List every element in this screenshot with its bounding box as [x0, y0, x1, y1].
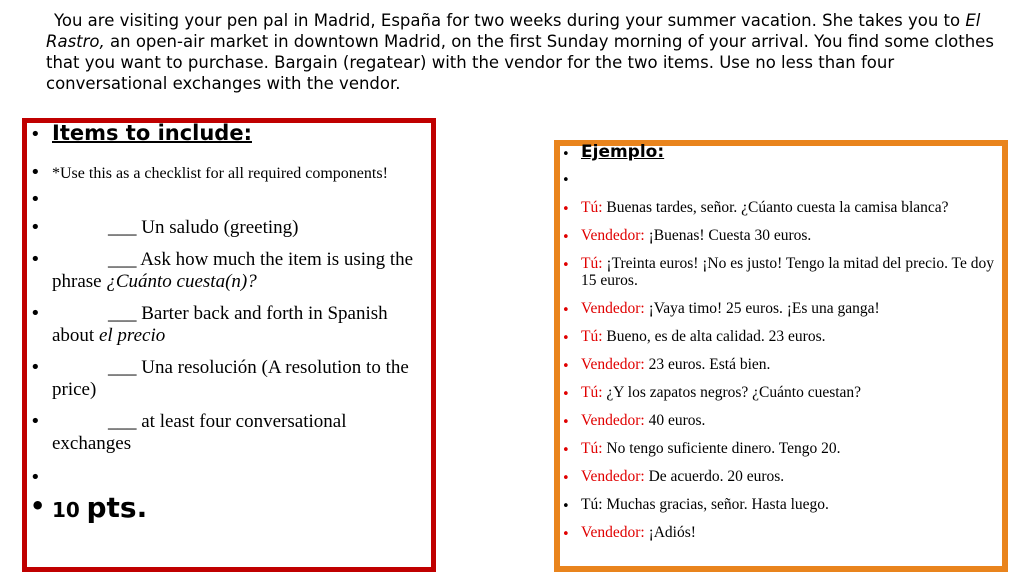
dialogue-line: • Vendedor: ¡Vaya timo! 25 euros. ¡Es una ganga! [562, 300, 880, 318]
speaker: Tú: [581, 328, 603, 345]
item-text: Una resolución (A resolution to the price) [52, 357, 409, 400]
item-emphasis: el precio [98, 325, 166, 346]
empty-bullet: • [30, 189, 41, 210]
line-text: 40 euros. [644, 412, 706, 429]
example-dialogue [562, 144, 1002, 541]
line-text: 23 euros. Está bien. [644, 356, 771, 373]
line-text: ¿Y los zapatos negros? ¿Cuánto cuestan? [602, 384, 862, 401]
dialogue-line: • Tú: Muchas gracias, señor. Hasta luego. [562, 496, 829, 514]
line-text: Buenas tardes, señor. ¿Cúanto cuesta la camisa blanca? [602, 199, 949, 216]
speaker: Vendedor: [581, 524, 645, 541]
line-text: ¡Buenas! Cuesta 30 euros. [644, 227, 812, 244]
checklist-note: *Use this as a checklist for all required components! [52, 165, 388, 182]
dialogue-line: • Vendedor: ¡Buenas! Cuesta 30 euros. [562, 227, 812, 245]
speaker: Tú: [581, 255, 603, 272]
checklist-item: • ___ Ask how much the item is using the phrase ¿Cuánto cuesta(n)? [30, 249, 414, 292]
checklist-item: • ___ Barter back and forth in Spanish about el precio [30, 303, 388, 346]
checklist-heading: Items to include: [52, 121, 252, 145]
checklist [30, 122, 430, 522]
line-text: ¡Treinta euros! ¡No es justo! Tengo la mitad del precio. Te doy 15 euros. [581, 255, 994, 289]
dialogue-line: • Tú: No tengo suficiente dinero. Tengo 20. [562, 440, 841, 458]
item-blank: ___ [108, 411, 137, 432]
dialogue-line: • Tú: Buenas tardes, señor. ¿Cúanto cuesta la camisa blanca? [562, 199, 949, 217]
points-item: • 10 pts. [30, 491, 148, 524]
empty-bullet: • [562, 173, 570, 188]
speaker: Tú: [581, 440, 603, 457]
item-text: Ask how much the item is using the phrase [52, 249, 414, 292]
dialogue-line: • Tú: Bueno, es de alta calidad. 23 euros. [562, 328, 826, 346]
assignment-instructions [46, 10, 1006, 94]
speaker: Tú: [581, 384, 603, 401]
line-text: Tú: Muchas gracias, señor. Hasta luego. [581, 496, 829, 513]
line-text: ¡Vaya timo! 25 euros. ¡Es una ganga! [644, 300, 880, 317]
item-text: Barter back and forth in Spanish about [52, 303, 388, 346]
line-text: No tengo suficiente dinero. Tengo 20. [602, 440, 841, 457]
dialogue-line: • Vendedor: 23 euros. Está bien. [562, 356, 771, 374]
dialogue-line: • Tú: ¡Treinta euros! ¡No es justo! Tengo la mitad del precio. Te doy 15 euros. [562, 255, 994, 289]
intro-part-1: You are visiting your pen pal in Madrid, España for two weeks during your summer vacation. She takes you to [54, 11, 966, 30]
points-word: pts. [86, 491, 148, 524]
example-heading-item: • Ejemplo: [562, 142, 665, 162]
checklist-note-item: • *Use this as a checklist for all required components! [30, 162, 388, 183]
checklist-item: • ___ Un saludo (greeting) [30, 217, 299, 238]
intro-place: El Rastro, [46, 11, 981, 51]
speaker: Tú: [581, 199, 603, 216]
item-emphasis: ¿Cuánto cuesta(n)? [106, 271, 257, 292]
points-number: 10 [52, 498, 80, 522]
speaker: Vendedor: [581, 356, 645, 373]
item-blank: ___ [108, 357, 137, 378]
line-text: ¡Adiós! [644, 524, 696, 541]
line-text: De acuerdo. 20 euros. [644, 468, 785, 485]
dialogue-line: • Vendedor: 40 euros. [562, 412, 706, 430]
speaker: Vendedor: [581, 227, 645, 244]
speaker: Vendedor: [581, 468, 645, 485]
item-text: at least four conversational exchanges [52, 411, 347, 454]
checklist-item: • ___ at least four conversational exchanges [30, 411, 347, 454]
dialogue-line: • Vendedor: ¡Adiós! [562, 524, 696, 542]
empty-bullet: • [30, 467, 41, 488]
intro-part-2: an open-air market in downtown Madrid, on the first Sunday morning of your arrival. You find some clothes that you want to purchase. Bargain (regatear) with the vendor for the two items. Use no less than four conversational exchanges with the vendor. [46, 32, 994, 93]
checklist-item: • ___ Una resolución (A resolution to the price) [30, 357, 409, 400]
speaker: Vendedor: [581, 412, 645, 429]
item-text: Un saludo (greeting) [136, 217, 299, 238]
example-heading: Ejemplo: [581, 142, 665, 162]
checklist-heading-item: • Items to include: [30, 121, 252, 145]
line-text: Bueno, es de alta calidad. 23 euros. [602, 328, 826, 345]
item-blank: ___ [108, 249, 137, 270]
item-blank: ___ [108, 303, 137, 324]
speaker: Vendedor: [581, 300, 645, 317]
dialogue-line: • Tú: ¿Y los zapatos negros? ¿Cuánto cuestan? [562, 384, 862, 402]
dialogue-line: • Vendedor: De acuerdo. 20 euros. [562, 468, 785, 486]
item-blank: ___ [108, 217, 137, 238]
